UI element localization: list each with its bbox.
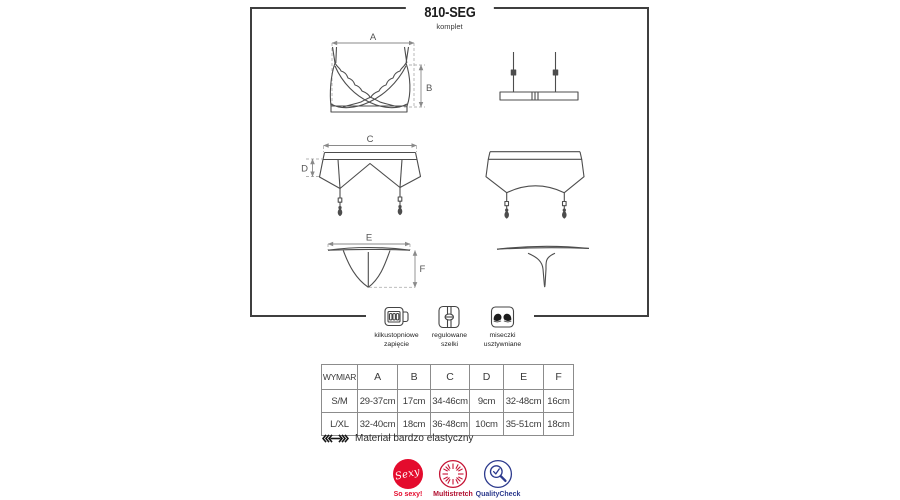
dim-label-e: E — [365, 232, 373, 244]
table-header-cell: D — [470, 365, 504, 390]
badge-multistretch — [433, 459, 473, 498]
table-cell: 32-48cm — [504, 390, 544, 413]
features-block — [366, 304, 534, 350]
feature-label: regulowane szelki — [431, 332, 468, 348]
table-cell: 34-46cm — [431, 390, 470, 413]
table-cell: S/M — [322, 390, 358, 413]
table-cell: 36-48cm — [431, 413, 470, 436]
table-cell: 35-51cm — [504, 413, 544, 436]
size-table — [321, 364, 574, 436]
feature-padded-cups — [480, 304, 526, 350]
table-header-cell: E — [504, 365, 544, 390]
dim-label-f: F — [419, 264, 426, 275]
thong-front-drawing — [328, 248, 410, 288]
dim-label-d: D — [301, 163, 308, 175]
material-note-text: Materiał bardzo elastyczny — [355, 433, 474, 444]
page-title: 810-SEG — [423, 4, 476, 21]
feature-adjustable-straps — [427, 304, 473, 350]
table-cell: 18cm — [398, 413, 431, 436]
title-block — [405, 4, 493, 31]
feature-multi-step-closure — [374, 304, 420, 350]
bra-back-drawing — [500, 52, 578, 100]
badge-quality-check — [475, 459, 521, 498]
table-row-sm — [322, 390, 574, 413]
thong-back-drawing — [497, 246, 589, 286]
table-cell: 16cm — [544, 390, 574, 413]
extension-lines — [306, 43, 425, 287]
table-header-cell: C — [431, 365, 470, 390]
table-cell: 10cm — [470, 413, 504, 436]
page-subtitle: komplet — [436, 22, 463, 31]
table-cell: 29-37cm — [358, 390, 398, 413]
material-note — [322, 433, 473, 444]
table-cell: 18cm — [544, 413, 574, 436]
table-cell: L/XL — [322, 413, 358, 436]
dim-label-c: C — [366, 134, 374, 145]
multistretch-badge-icon — [438, 459, 468, 489]
table-header-cell: B — [398, 365, 431, 390]
table-cell: 32-40cm — [358, 413, 398, 436]
badges-row — [388, 459, 521, 498]
diagram-frame — [250, 4, 649, 348]
badge-so-sexy — [388, 459, 428, 498]
hook-closure-icon — [383, 304, 410, 330]
feature-label: kilkustopniowe zapięcie — [374, 332, 419, 348]
table-cell: 17cm — [398, 390, 431, 413]
feature-label: miseczki usztywniane — [483, 332, 522, 348]
technical-drawings — [250, 8, 649, 318]
padded-cups-icon — [489, 304, 516, 330]
table-header-cell: F — [544, 365, 574, 390]
adjustable-strap-icon — [436, 304, 463, 330]
dim-label-a: A — [369, 32, 377, 43]
table-header-cell: WYMIAR — [322, 365, 358, 390]
badge-label: So sexy! — [393, 491, 423, 498]
stretch-arrows-icon — [322, 434, 349, 443]
garter-belt-back-drawing — [486, 152, 584, 218]
dim-label-b: B — [426, 83, 433, 94]
quality-check-badge-icon — [483, 459, 513, 489]
table-header-row — [322, 365, 574, 390]
bra-front-drawing — [330, 47, 410, 112]
badge-label: QualityCheck — [475, 491, 521, 498]
table-header-cell: A — [358, 365, 398, 390]
sexy-badge-icon: Sexy — [393, 459, 423, 489]
table-cell: 9cm — [470, 390, 504, 413]
garter-belt-front-drawing — [320, 153, 421, 216]
badge-label: Multistretch — [433, 491, 473, 498]
